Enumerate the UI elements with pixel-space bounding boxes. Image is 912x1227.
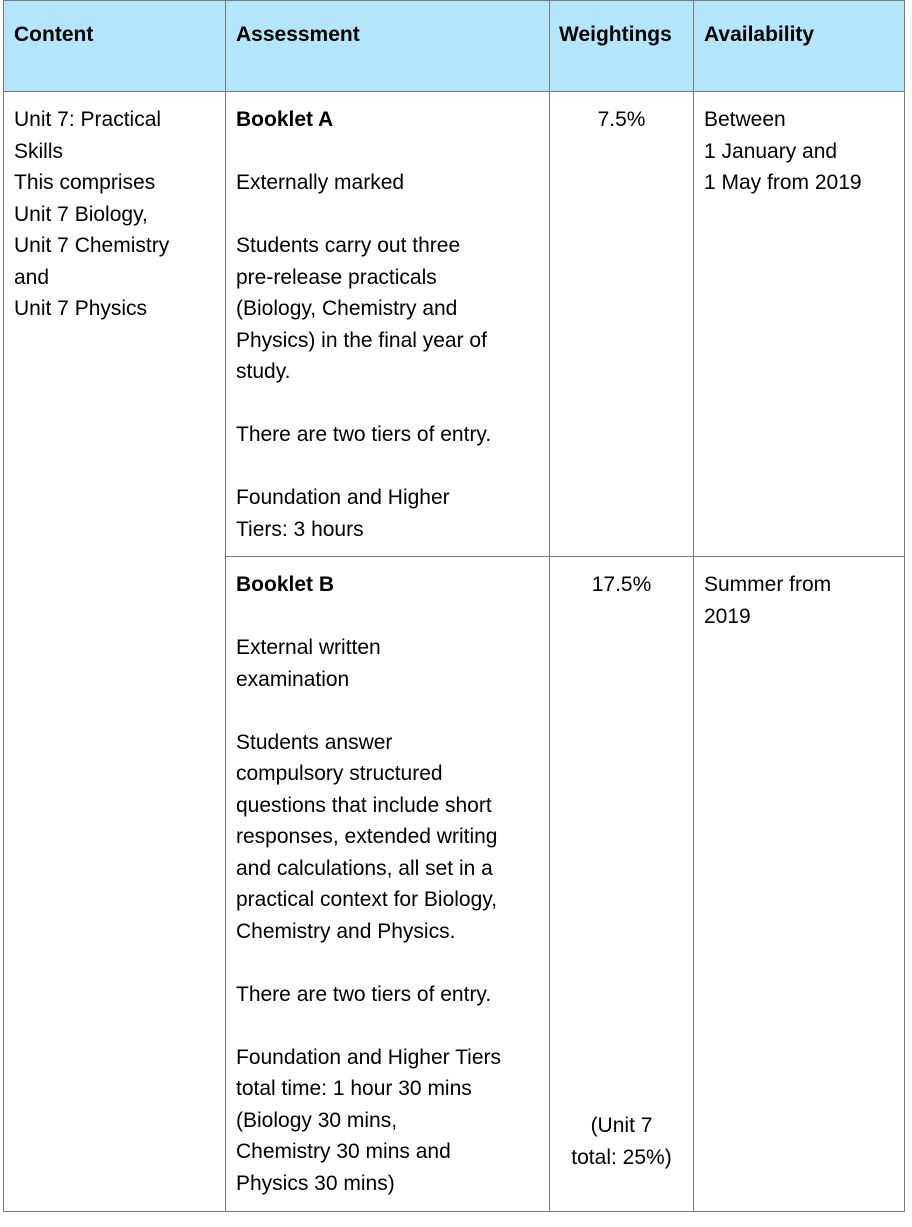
booklet-b-marking-line: examination [236,667,350,691]
content-line: and [14,265,50,289]
booklet-b-description-line: Chemistry and Physics. [236,919,456,943]
header-assessment: Assessment [226,1,550,92]
booklet-a-tiers: There are two tiers of entry. [236,423,492,446]
unit-7-total-line: total: 25%) [571,1145,672,1169]
booklet-b-description-line: questions that include short [236,793,492,817]
booklet-a-availability-line: Between [704,108,786,131]
booklet-b-availability-line: Summer from [704,573,832,596]
booklet-a-time-line: Tiers: 3 hours [236,517,364,541]
booklet-b-weighting: 17.5% [591,573,652,596]
booklet-a-description-line: (Biology, Chemistry and [236,297,458,320]
booklet-a-description-line: Students carry out three [236,234,461,257]
header-availability: Availability [694,1,905,92]
content-line: Unit 7: Practical [14,108,162,131]
header-weightings: Weightings [550,1,694,92]
content-line: Unit 7 Chemistry [14,234,170,257]
content-line: Unit 7 Biology, [14,202,148,226]
booklet-a-assessment [226,92,550,557]
content-line: This comprises [14,171,156,194]
table-row-booklet-a [4,92,905,557]
booklet-b-assessment [226,557,550,1212]
booklet-a-weighting: 7.5% [550,92,694,557]
booklet-b-title: Booklet B [236,573,335,596]
booklet-b-weighting-cell [550,557,694,1212]
unit-7-total-weighting [550,1110,693,1173]
booklet-a-description-line: Physics) in the final year of [236,328,487,352]
booklet-b-time-line: total time: 1 hour 30 mins [236,1077,472,1100]
booklet-a-marking: Externally marked [236,171,405,194]
booklet-a-availability-line: 1 January and [704,139,838,163]
booklet-b-description-line: practical context for Biology, [236,888,498,911]
booklet-b-description-line: compulsory structured [236,762,443,785]
booklet-a-time-line: Foundation and Higher [236,486,450,509]
booklet-a-availability [694,92,905,557]
assessment-table [3,0,905,1212]
header-content: Content [4,1,226,92]
unit-7-total-line: (Unit 7 [590,1114,653,1137]
content-line: Unit 7 Physics [14,297,148,320]
content-line: Skills [14,139,64,163]
booklet-b-availability [694,557,905,1212]
booklet-b-marking-line: External written [236,636,381,659]
header-row [4,1,905,92]
booklet-b-time-line: Foundation and Higher Tiers [236,1045,501,1069]
booklet-b-availability-line: 2019 [704,604,751,628]
booklet-b-time-line: (Biology 30 mins, [236,1108,398,1132]
booklet-b-time-line: Chemistry 30 mins and [236,1140,451,1163]
booklet-a-availability-line: 1 May from 2019 [704,171,862,194]
booklet-b-description-line: responses, extended writing [236,825,498,848]
booklet-b-description-line: and calculations, all set in a [236,856,493,880]
content-cell [4,92,226,1212]
booklet-a-title: Booklet A [236,108,334,131]
booklet-b-time-line: Physics 30 mins) [236,1171,395,1195]
booklet-a-description-line: pre-release practicals [236,265,437,289]
booklet-a-description-line: study. [236,360,291,383]
booklet-b-description-line: Students answer [236,730,393,754]
booklet-b-tiers: There are two tiers of entry. [236,982,492,1006]
